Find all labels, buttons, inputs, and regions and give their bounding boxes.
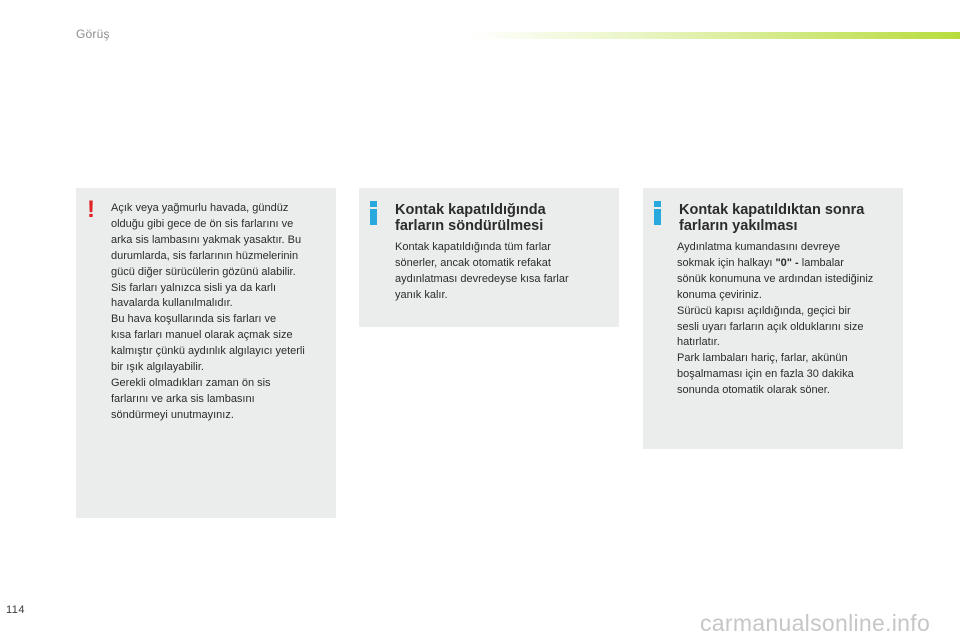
warning-line: arka sis lambasını yakmak yasaktır. Bu bbox=[111, 233, 302, 246]
section-title: Görüş bbox=[76, 27, 110, 41]
on-line: sonunda otomatik olarak söner. bbox=[677, 384, 830, 397]
header-accent-bar bbox=[470, 32, 960, 39]
lights-off-text bbox=[395, 240, 613, 304]
on-line: boşalmaması için en fazla 30 dakika bbox=[677, 368, 854, 381]
warning-line: durumlarda, sis farlarının hüzmelerinin bbox=[111, 249, 299, 262]
on-line: Sürücü kapısı açıldığında, geçici bir bbox=[677, 304, 851, 317]
warning-text bbox=[111, 201, 333, 424]
lights-off-box bbox=[359, 188, 619, 327]
warning-line: Gerekli olmadıkları zaman ön sis bbox=[111, 376, 271, 389]
page-number: 114 bbox=[6, 604, 26, 616]
warning-line: farlarını ve arka sis lambasını bbox=[111, 392, 255, 405]
exclamation-icon: ! bbox=[87, 196, 95, 223]
on-line: sönük konumuna ve ardından istediğiniz bbox=[677, 272, 874, 285]
lights-on-text bbox=[677, 240, 901, 399]
warning-line: Sis farları yalnızca sisli ya da karlı bbox=[111, 281, 277, 294]
on-line: Aydınlatma kumandasını devreye bbox=[677, 241, 841, 253]
off-line: yanık kalır. bbox=[395, 288, 448, 301]
off-line: aydınlatması devredeyse kısa farlar bbox=[395, 272, 569, 285]
warning-box bbox=[76, 188, 336, 518]
title-line: farların söndürülmesi bbox=[395, 218, 544, 234]
info-icon bbox=[651, 201, 663, 227]
ring-position-label: "0" - bbox=[775, 256, 799, 269]
warning-line: olduğu gibi gece de ön sis farlarını ve bbox=[111, 217, 294, 230]
watermark: carmanualsonline.info bbox=[700, 610, 931, 636]
warning-line: gücü diğer sürücülerin gözünü alabilir. bbox=[111, 265, 296, 278]
warning-line: kalmıştır çünkü aydınlık algılayıcı yeterli bbox=[111, 345, 305, 358]
lights-on-box bbox=[643, 188, 903, 449]
warning-line: Açık veya yağmurlu havada, gündüz bbox=[111, 202, 289, 214]
warning-line: bir ışık algılayabilir. bbox=[111, 361, 204, 374]
on-line: konuma çeviriniz. bbox=[677, 288, 762, 301]
title-line: Kontak kapatıldığında bbox=[395, 202, 546, 218]
title-line: farların yakılması bbox=[679, 218, 798, 234]
on-line: Park lambaları hariç, farlar, akünün bbox=[677, 352, 848, 365]
info-icon bbox=[367, 201, 379, 227]
off-line: Kontak kapatıldığında tüm farlar bbox=[395, 241, 551, 253]
warning-line: kısa farları manuel olarak açmak size bbox=[111, 329, 293, 342]
lights-on-title bbox=[679, 202, 897, 234]
warning-line: havalarda kullanılmalıdır. bbox=[111, 297, 233, 310]
on-line: hatırlatır. bbox=[677, 336, 720, 349]
lights-off-title bbox=[395, 202, 613, 234]
on-line-pre: sokmak için halkayı bbox=[677, 256, 776, 269]
title-line: Kontak kapatıldıktan sonra bbox=[679, 202, 865, 218]
off-line: sönerler, ancak otomatik refakat bbox=[395, 256, 551, 269]
warning-line: söndürmeyi unutmayınız. bbox=[111, 408, 234, 421]
on-line-post: lambalar bbox=[798, 256, 844, 269]
on-line bbox=[677, 256, 901, 272]
warning-line: Bu hava koşullarında sis farları ve bbox=[111, 313, 277, 326]
on-line: sesli uyarı farların açık olduklarını size bbox=[677, 320, 864, 333]
